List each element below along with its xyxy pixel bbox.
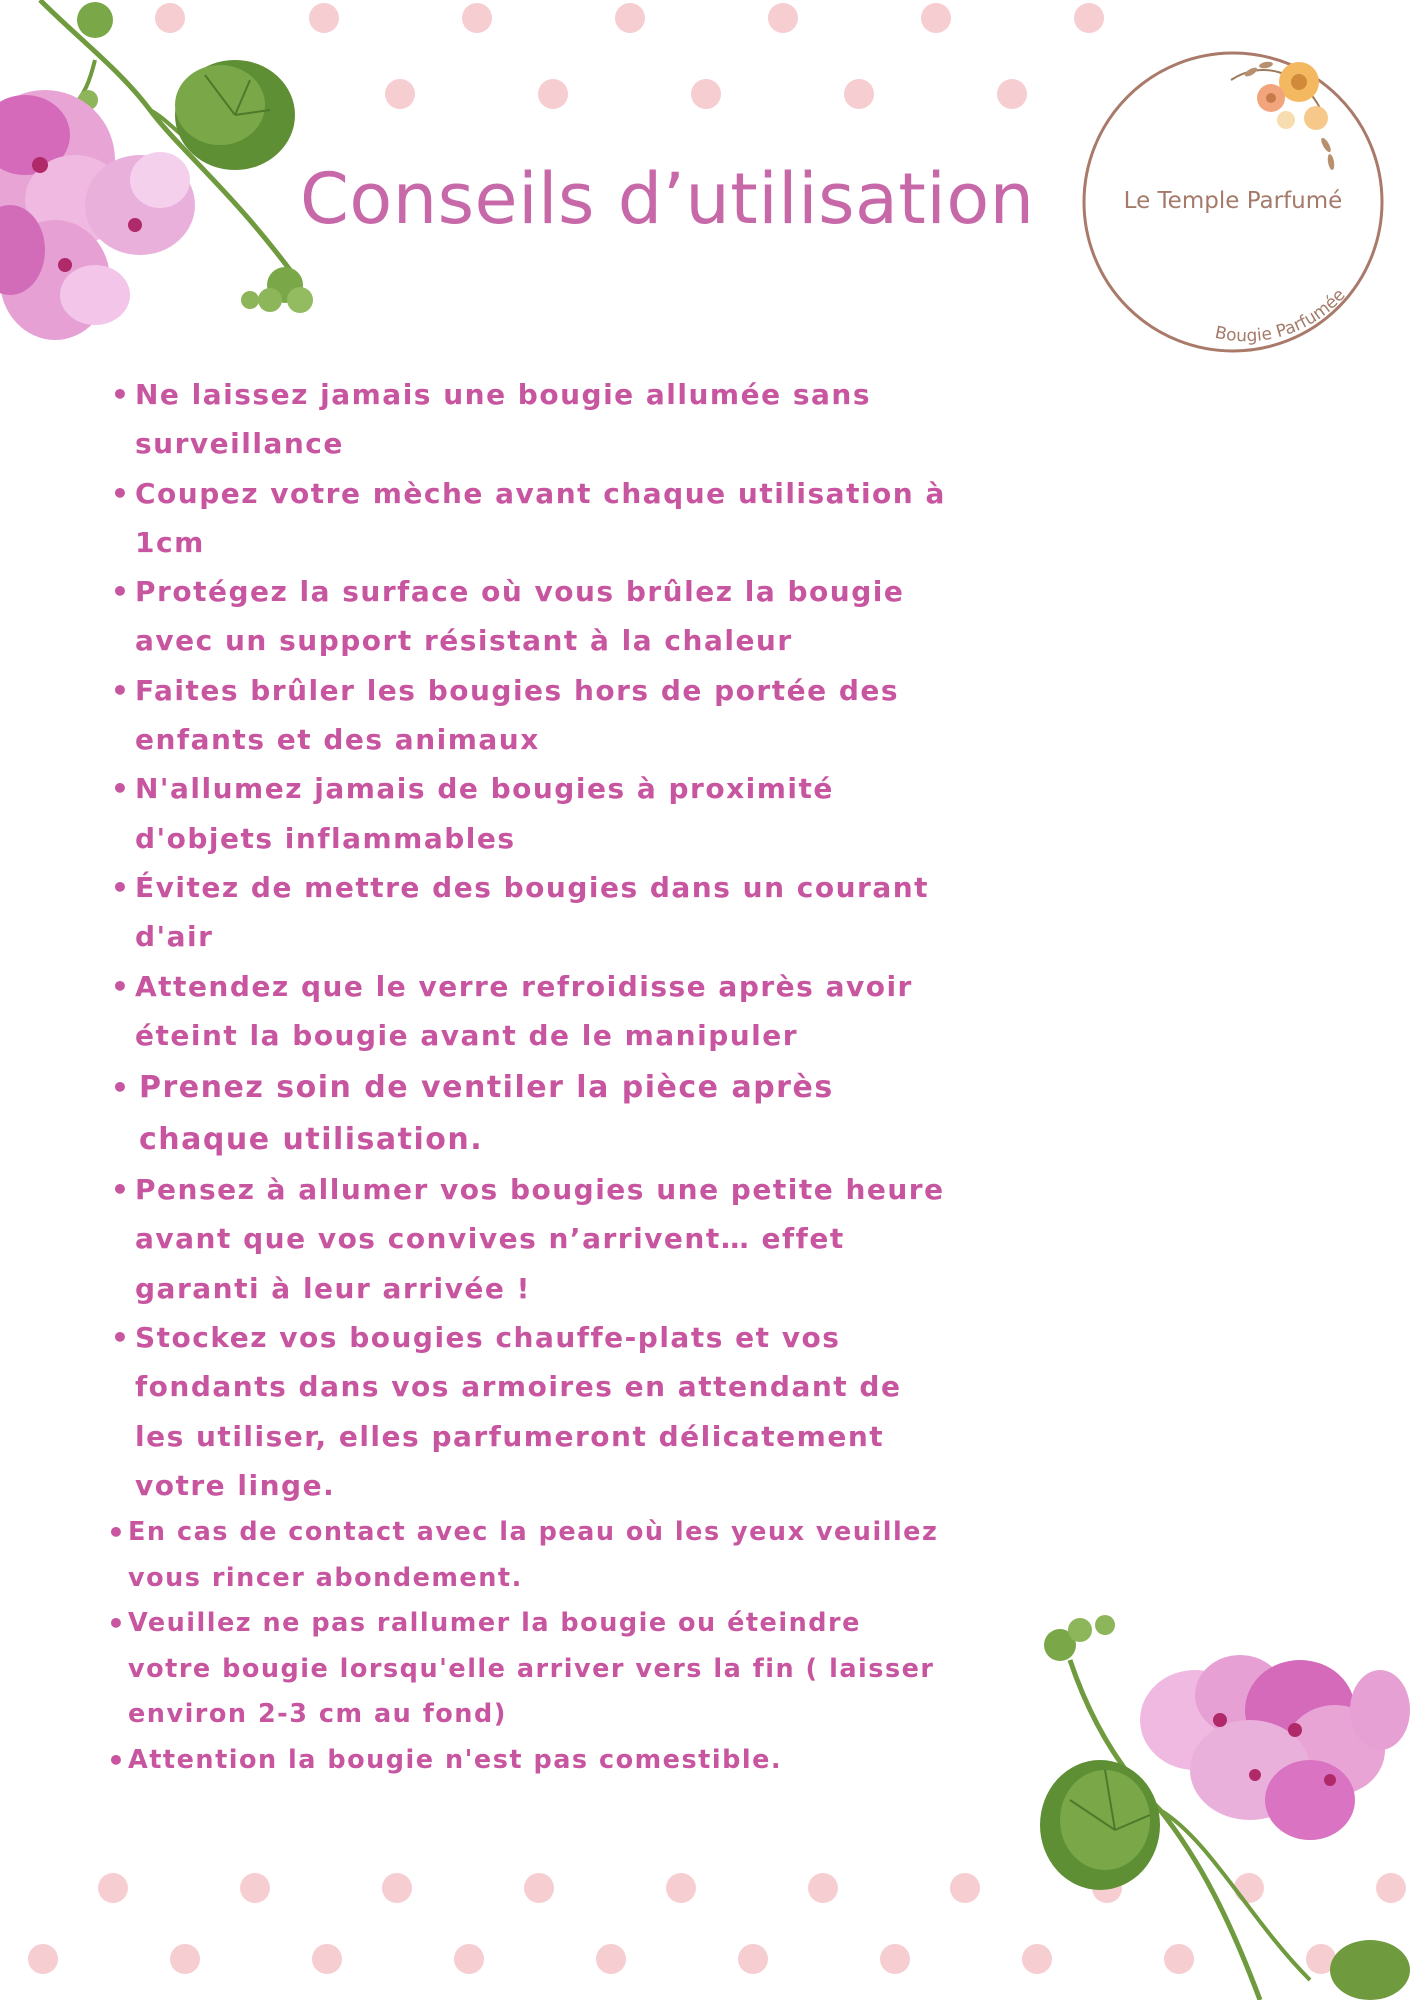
polka-dot <box>844 79 874 109</box>
tip-text: Pensez à allumer vos bougies une petite heure avant que vos convives n’arrivent… effet garanti à leur arrivée ! <box>135 1173 945 1305</box>
tip-text: Protégez la surface où vous brûlez la bougie avec un support résistant à la chaleur <box>135 575 905 658</box>
polka-dot <box>382 1873 412 1903</box>
list-item <box>108 370 948 469</box>
bullet-icon: • <box>111 1173 131 1207</box>
brand-logo <box>1081 50 1385 354</box>
list-item <box>108 469 948 568</box>
polka-dot <box>950 1873 980 1903</box>
polka-dot <box>1074 3 1104 33</box>
polka-dot <box>312 1944 342 1974</box>
list-item <box>108 863 948 962</box>
tip-text: N'allumez jamais de bougies à proximité d'objets inflammables <box>135 772 834 855</box>
polka-dot <box>28 1944 58 1974</box>
polka-dot <box>454 1944 484 1974</box>
geranium-flowers-top-left-illustration <box>0 0 340 350</box>
logo-brand-name: Le Temple Parfumé <box>1123 188 1343 214</box>
list-item <box>108 764 948 863</box>
tip-text: Ne laissez jamais une bougie allumée sans surveillance <box>135 378 871 461</box>
bullet-icon: • <box>111 772 131 806</box>
bullet-icon: • <box>111 1071 131 1105</box>
usage-tips-list <box>108 370 948 1783</box>
page-title: Conseils d’utilisation <box>300 158 1035 240</box>
list-item <box>104 1738 948 1784</box>
polka-dot <box>538 79 568 109</box>
tip-text: Coupez votre mèche avant chaque utilisation à 1cm <box>135 476 946 559</box>
polka-dot <box>462 3 492 33</box>
logo-tagline: Bougie Parfumée <box>1213 285 1350 347</box>
list-item <box>108 666 948 765</box>
bullet-icon: • <box>107 1607 127 1641</box>
polka-dot <box>98 1873 128 1903</box>
polka-dot <box>240 1873 270 1903</box>
list-item <box>108 1165 948 1313</box>
polka-dot <box>170 1944 200 1974</box>
polka-dot <box>524 1873 554 1903</box>
polka-dot <box>808 1873 838 1903</box>
polka-dot <box>738 1944 768 1974</box>
bullet-icon: • <box>111 870 131 904</box>
polka-dot <box>880 1944 910 1974</box>
list-item <box>108 1313 948 1510</box>
bullet-icon: • <box>111 673 131 707</box>
tip-text: En cas de contact avec la peau où les yeux veuillez vous rincer abondement. <box>128 1517 939 1593</box>
bullet-icon: • <box>111 575 131 609</box>
logo-flower-icon <box>1231 61 1335 171</box>
bullet-icon: • <box>107 1743 127 1777</box>
tip-text: Faites brûler les bougies hors de portée des enfants et des animaux <box>135 673 900 757</box>
polka-dot <box>691 79 721 109</box>
bullet-icon: • <box>111 1321 131 1355</box>
bullet-icon: • <box>111 969 131 1003</box>
list-item <box>104 1510 948 1601</box>
bullet-icon: • <box>107 1516 127 1550</box>
polka-dot <box>385 79 415 109</box>
list-item <box>108 567 948 666</box>
polka-dot <box>921 3 951 33</box>
bullet-icon: • <box>111 476 131 510</box>
tip-text: Attendez que le verre refroidisse après avoir éteint la bougie avant de le manipuler <box>135 969 913 1052</box>
polka-dot <box>596 1944 626 1974</box>
geranium-flowers-bottom-right-illustration <box>1010 1600 1414 2000</box>
polka-dot <box>768 3 798 33</box>
bullet-icon: • <box>111 378 131 411</box>
list-item <box>108 962 948 1061</box>
tip-text: Prenez soin de ventiler la pièce après chaque utilisation. <box>139 1070 834 1157</box>
list-item <box>104 1601 948 1738</box>
tip-text: Évitez de mettre des bougies dans un courant d'air <box>135 870 930 954</box>
polka-dot <box>615 3 645 33</box>
tip-text: Stockez vos bougies chauffe-plats et vos fondants dans vos armoires en attendant de les utiliser, elles parfumeront délicatement votre linge. <box>135 1321 902 1502</box>
polka-dot <box>666 1873 696 1903</box>
tip-text: Attention la bougie n'est pas comestible. <box>128 1744 783 1775</box>
tip-text: Veuillez ne pas rallumer la bougie ou éteindre votre bougie lorsqu'elle arriver vers la fin ( laisser environ 2-3 cm au fond) <box>128 1608 935 1730</box>
polka-dot <box>997 79 1027 109</box>
list-item <box>108 1062 948 1165</box>
